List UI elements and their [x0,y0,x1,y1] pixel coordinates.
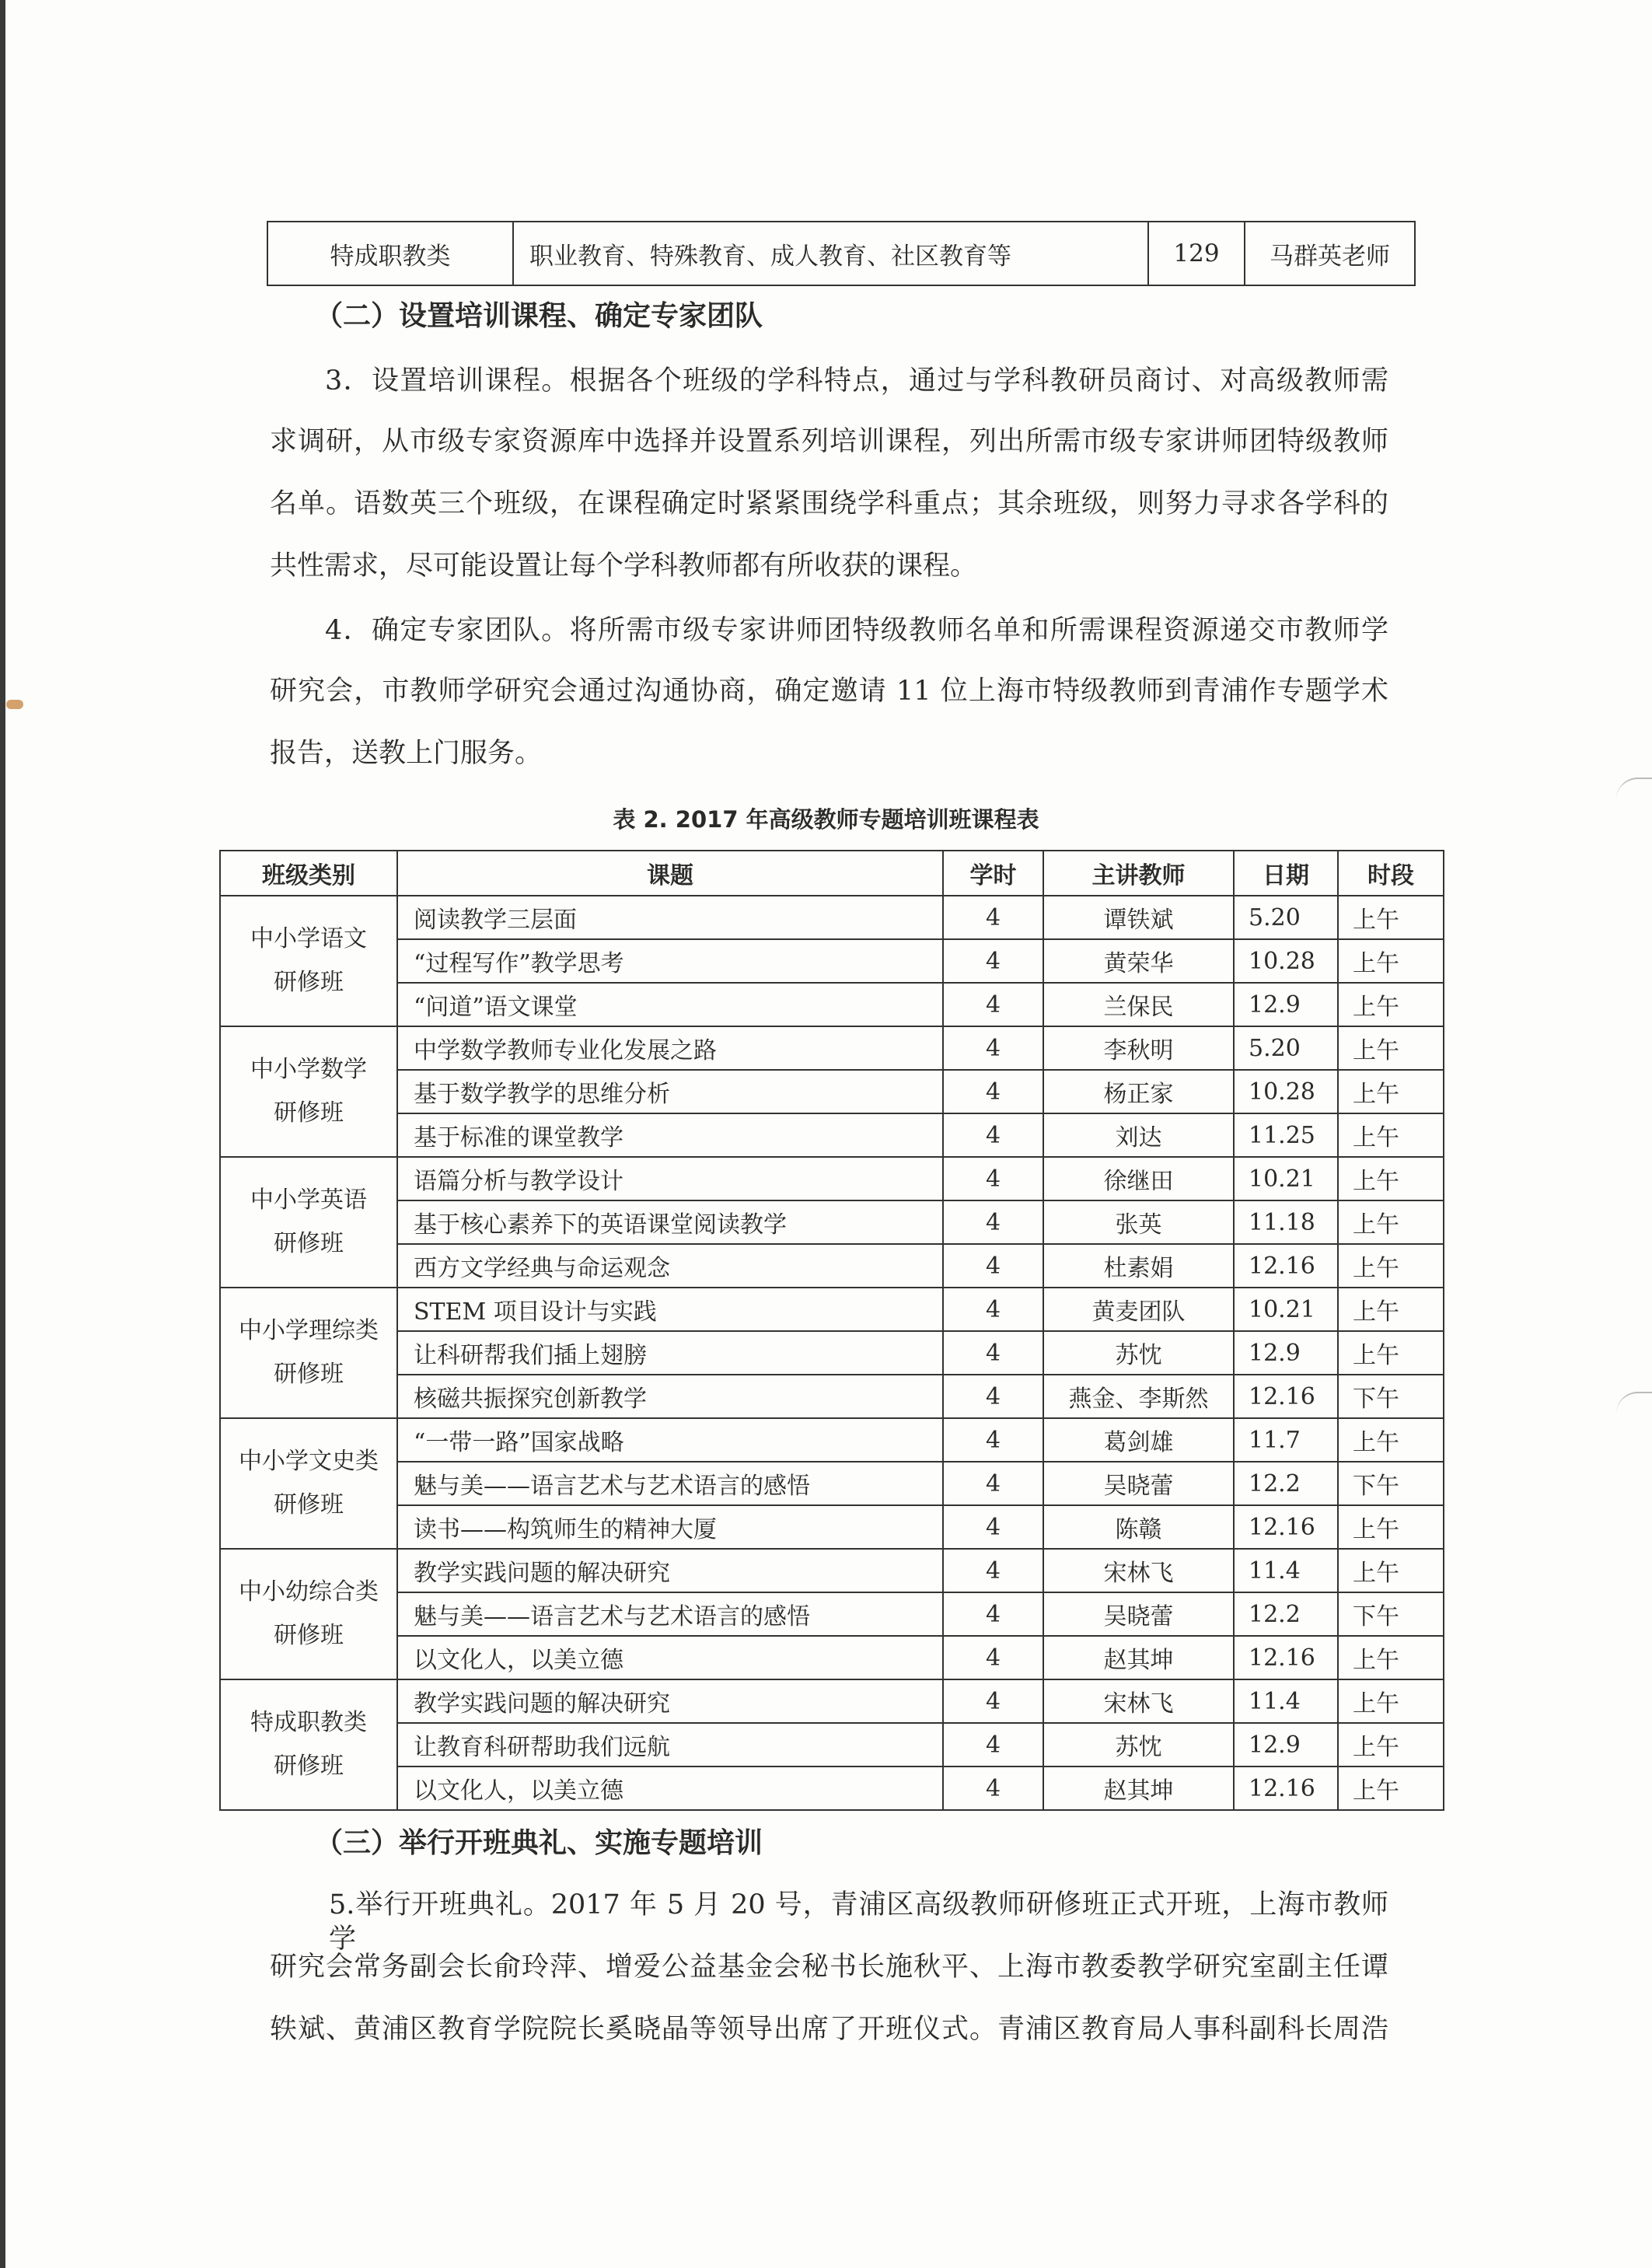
course-period: 上午 [1338,1200,1444,1244]
course-date: 12.16 [1234,1767,1338,1810]
course-hours: 4 [943,1113,1043,1157]
class-scope: 职业教育、特殊教育、成人教育、社区教育等 [513,222,1148,285]
paragraph-line: 4．确定专家团队。将所需市级专家讲师团特级教师名单和所需课程资源递交市教师学 [325,615,1388,646]
course-period: 上午 [1338,1723,1444,1767]
table-row [220,1157,1444,1200]
course-title: 读书——构筑师生的精神大厦 [397,1505,943,1549]
course-hours: 4 [943,1418,1043,1462]
course-period: 上午 [1338,1026,1444,1070]
table-row [220,1113,1444,1157]
course-teacher: 黄麦团队 [1043,1288,1234,1331]
class-category [220,1418,397,1549]
course-title: “问道”语文课堂 [397,983,943,1026]
course-teacher: 赵其坤 [1043,1636,1234,1679]
scan-smudge [6,700,23,709]
course-hours: 4 [943,1157,1043,1200]
course-title: 基于标准的课堂教学 [397,1113,943,1157]
course-date: 11.4 [1234,1549,1338,1592]
course-date: 10.28 [1234,1070,1338,1113]
course-period: 上午 [1338,1636,1444,1679]
course-teacher: 苏忱 [1043,1723,1234,1767]
course-period: 下午 [1338,1592,1444,1636]
course-period: 上午 [1338,1767,1444,1810]
course-title: 教学实践问题的解决研究 [397,1679,943,1723]
course-teacher: 宋林飞 [1043,1679,1234,1723]
course-title: 魅与美——语言艺术与艺术语言的感悟 [397,1462,943,1505]
course-title: 以文化人，以美立德 [397,1767,943,1810]
scan-mark [1616,778,1652,799]
course-period: 上午 [1338,896,1444,939]
course-date: 11.18 [1234,1200,1338,1244]
table-row [220,1723,1444,1767]
course-teacher: 苏忱 [1043,1331,1234,1375]
class-category-line: 研修班 [274,1491,344,1518]
course-period: 下午 [1338,1462,1444,1505]
course-period: 上午 [1338,1070,1444,1113]
course-title: 让教育科研帮助我们远航 [397,1723,943,1767]
paragraph-line: 求调研，从市级专家资源库中选择并设置系列培训课程，列出所需市级专家讲师团特级教师 [270,426,1388,457]
table-row [220,1592,1444,1636]
class-category [220,1679,397,1810]
class-summary-table [267,221,1416,286]
paragraph-line: 名单。语数英三个班级，在课程确定时紧紧围绕学科重点；其余班级，则努力寻求各学科的 [270,488,1388,519]
course-title: 让科研帮我们插上翅膀 [397,1331,943,1375]
course-period: 上午 [1338,1418,1444,1462]
class-category-line: 中小学理综类 [239,1317,379,1344]
course-hours: 4 [943,1462,1043,1505]
class-category: 特成职教类 [267,222,513,285]
class-category-line: 研修班 [274,1622,344,1649]
scan-mark [1616,1392,1652,1414]
class-category [220,1288,397,1418]
course-teacher: 徐继田 [1043,1157,1234,1200]
section-heading: （二）设置培训课程、确定专家团队 [315,299,763,332]
class-category [220,1157,397,1288]
course-date: 11.7 [1234,1418,1338,1462]
course-hours: 4 [943,1592,1043,1636]
course-teacher: 陈赣 [1043,1505,1234,1549]
scan-edge [0,0,5,2268]
course-teacher: 吴晓蕾 [1043,1462,1234,1505]
course-teacher: 李秋明 [1043,1026,1234,1070]
paragraph-line: 5.举行开班典礼。2017 年 5 月 20 号，青浦区高级教师研修班正式开班，上海市教师学 [329,1889,1388,1955]
course-date: 12.2 [1234,1462,1338,1505]
column-header: 日期 [1234,851,1338,896]
table-row [220,1679,1444,1723]
class-category-line: 中小学语文 [250,925,367,952]
course-hours: 4 [943,939,1043,983]
course-hours: 4 [943,1288,1043,1331]
table-row [220,1636,1444,1679]
table-row [267,222,1415,285]
table-row [220,1462,1444,1505]
class-category-line: 研修班 [274,1099,344,1127]
course-date: 5.20 [1234,1026,1338,1070]
course-title: “一带一路”国家战略 [397,1418,943,1462]
course-period: 上午 [1338,1549,1444,1592]
course-hours: 4 [943,1026,1043,1070]
course-title: 西方文学经典与命运观念 [397,1244,943,1288]
class-category [220,1026,397,1157]
course-teacher: 谭铁斌 [1043,896,1234,939]
column-header: 班级类别 [220,851,397,896]
course-title: STEM 项目设计与实践 [397,1288,943,1331]
table-header-row [220,851,1444,896]
class-category-line: 中小学英语 [250,1186,367,1214]
course-hours: 4 [943,1767,1043,1810]
course-period: 上午 [1338,1157,1444,1200]
class-category-line: 中小学数学 [250,1056,367,1083]
table-row [220,1418,1444,1462]
course-title: 以文化人，以美立德 [397,1636,943,1679]
class-category [220,896,397,1026]
course-teacher: 张英 [1043,1200,1234,1244]
course-period: 下午 [1338,1375,1444,1418]
table-row [220,983,1444,1026]
course-date: 12.9 [1234,1723,1338,1767]
paragraph-line: 3．设置培训课程。根据各个班级的学科特点，通过与学科教研员商讨、对高级教师需 [325,365,1388,397]
paragraph-line: 研究会常务副会长俞玲萍、增爱公益基金会秘书长施秋平、上海市教委教学研究室副主任谭 [270,1952,1388,1983]
course-period: 上午 [1338,1679,1444,1723]
table-row [220,1200,1444,1244]
course-date: 11.4 [1234,1679,1338,1723]
table-row [220,1070,1444,1113]
course-hours: 4 [943,1375,1043,1418]
class-category-line: 研修班 [274,1230,344,1257]
class-category-line: 中小幼综合类 [239,1578,379,1606]
table-row [220,1288,1444,1331]
course-date: 12.9 [1234,1331,1338,1375]
course-teacher: 刘达 [1043,1113,1234,1157]
course-period: 上午 [1338,1288,1444,1331]
course-title: 语篇分析与教学设计 [397,1157,943,1200]
section-heading: （三）举行开班典礼、实施专题培训 [315,1826,763,1859]
course-hours: 4 [943,1244,1043,1288]
class-category-line: 特成职教类 [250,1709,367,1736]
course-period: 上午 [1338,983,1444,1026]
table-row [220,1244,1444,1288]
paragraph-line: 轶斌、黄浦区教育学院院长奚晓晶等领导出席了开班仪式。青浦区教育局人事科副科长周浩 [270,2014,1388,2045]
course-period: 上午 [1338,1113,1444,1157]
table-row [220,939,1444,983]
course-title: 魅与美——语言艺术与艺术语言的感悟 [397,1592,943,1636]
column-header: 学时 [943,851,1043,896]
course-teacher: 黄荣华 [1043,939,1234,983]
course-hours: 4 [943,1636,1043,1679]
course-date: 12.16 [1234,1505,1338,1549]
table-row [220,1375,1444,1418]
table-row [220,1331,1444,1375]
class-category-line: 研修班 [274,969,344,996]
course-date: 12.16 [1234,1244,1338,1288]
paragraph-line: 共性需求，尽可能设置让每个学科教师都有所收获的课程。 [270,550,978,582]
table-row [220,1549,1444,1592]
course-teacher: 杜素娟 [1043,1244,1234,1288]
course-date: 10.21 [1234,1157,1338,1200]
course-hours: 4 [943,1200,1043,1244]
table-row [220,1026,1444,1070]
table-row [220,1505,1444,1549]
class-count: 129 [1148,222,1245,285]
table-caption: 表 2. 2017 年高级教师专题培训班课程表 [613,806,1039,833]
course-hours: 4 [943,1331,1043,1375]
course-hours: 4 [943,1070,1043,1113]
course-teacher: 葛剑雄 [1043,1418,1234,1462]
course-teacher: 杨正家 [1043,1070,1234,1113]
course-date: 12.16 [1234,1636,1338,1679]
course-teacher: 宋林飞 [1043,1549,1234,1592]
course-hours: 4 [943,983,1043,1026]
course-period: 上午 [1338,1331,1444,1375]
course-title: 阅读教学三层面 [397,896,943,939]
course-date: 5.20 [1234,896,1338,939]
course-date: 10.28 [1234,939,1338,983]
paragraph-line: 研究会，市教师学研究会通过沟通协商，确定邀请 11 位上海市特级教师到青浦作专题学术 [270,676,1388,707]
course-teacher: 赵其坤 [1043,1767,1234,1810]
class-category-line: 研修班 [274,1753,344,1780]
course-hours: 4 [943,1549,1043,1592]
course-title: 基于数学教学的思维分析 [397,1070,943,1113]
class-category-line: 研修班 [274,1361,344,1388]
table-row [220,1767,1444,1810]
course-title: 中学数学教师专业化发展之路 [397,1026,943,1070]
column-header: 时段 [1338,851,1444,896]
class-category [220,1549,397,1679]
course-teacher: 燕金、李斯然 [1043,1375,1234,1418]
course-date: 11.25 [1234,1113,1338,1157]
column-header: 课题 [397,851,943,896]
class-teacher: 马群英老师 [1245,222,1415,285]
paragraph-line: 报告，送教上门服务。 [270,738,543,769]
course-teacher: 兰保民 [1043,983,1234,1026]
course-date: 12.16 [1234,1375,1338,1418]
course-period: 上午 [1338,1505,1444,1549]
course-hours: 4 [943,1505,1043,1549]
course-date: 12.2 [1234,1592,1338,1636]
class-category-line: 中小学文史类 [239,1448,379,1475]
column-header: 主讲教师 [1043,851,1234,896]
course-period: 上午 [1338,939,1444,983]
course-hours: 4 [943,1723,1043,1767]
course-title: 教学实践问题的解决研究 [397,1549,943,1592]
course-period: 上午 [1338,1244,1444,1288]
course-title: 基于核心素养下的英语课堂阅读教学 [397,1200,943,1244]
table-row [220,896,1444,939]
course-date: 12.9 [1234,983,1338,1026]
course-title: 核磁共振探究创新教学 [397,1375,943,1418]
course-table [219,850,1444,1811]
course-hours: 4 [943,896,1043,939]
course-teacher: 吴晓蕾 [1043,1592,1234,1636]
course-hours: 4 [943,1679,1043,1723]
course-title: “过程写作”教学思考 [397,939,943,983]
course-date: 10.21 [1234,1288,1338,1331]
